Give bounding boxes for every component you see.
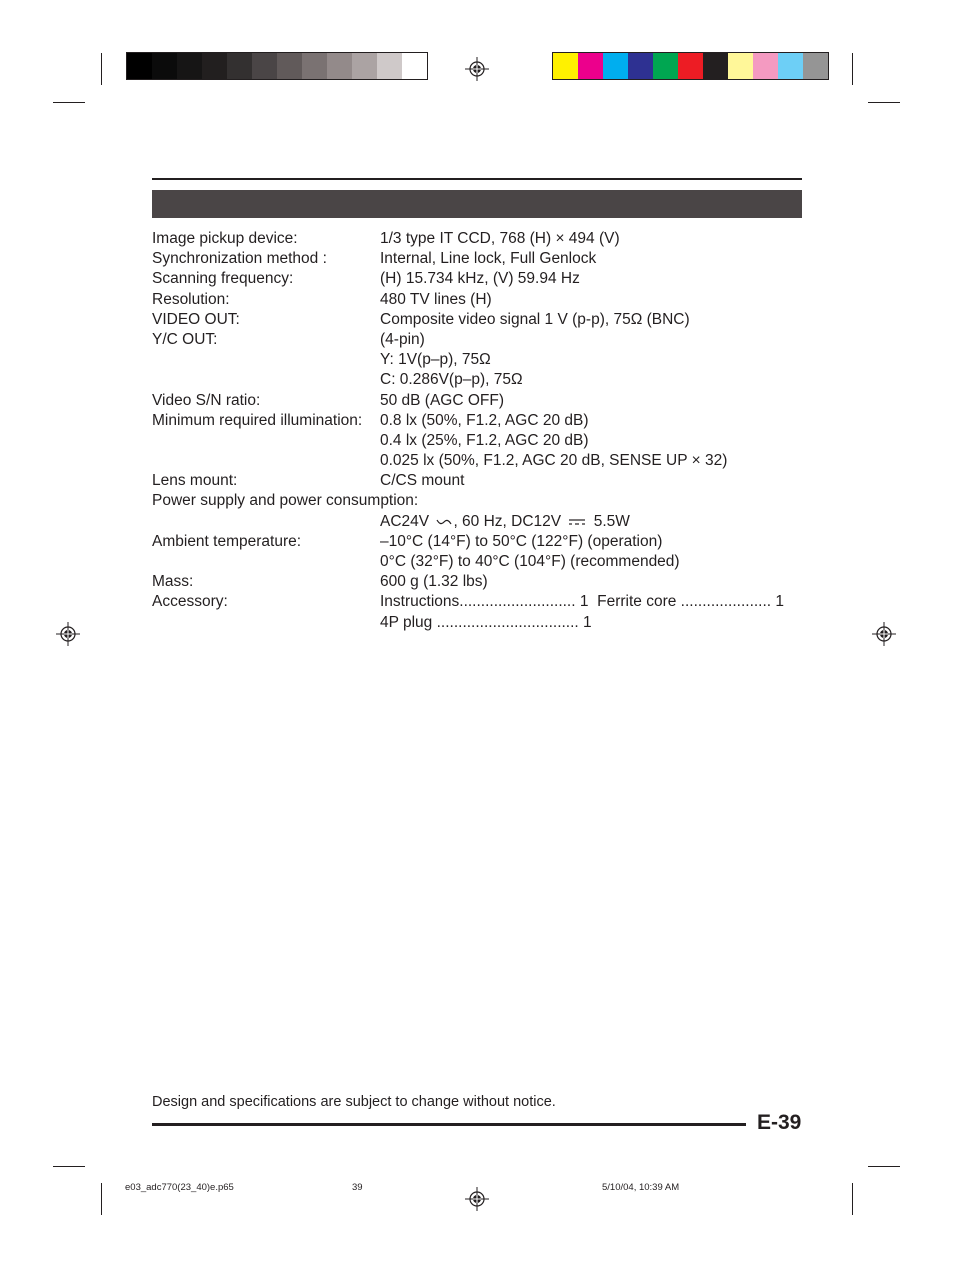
spec-row	[152, 290, 812, 310]
accessory-item: Ferrite core ..................... 1	[597, 593, 785, 611]
spec-label: Accessory:	[152, 593, 228, 611]
spec-row	[152, 411, 812, 431]
spec-value: C/CS mount	[380, 472, 465, 490]
spec-row-accessory	[152, 592, 812, 612]
color-swatch	[127, 53, 152, 79]
color-swatch	[603, 53, 628, 79]
spec-value: 0.8 lx (50%, F1.2, AGC 20 dB)	[380, 411, 589, 429]
spec-row-power-value	[152, 512, 812, 532]
spec-value: 1/3 type IT CCD, 768 (H) × 494 (V)	[380, 230, 620, 247]
spec-label: Mass:	[152, 573, 194, 591]
spec-label	[152, 350, 380, 370]
spec-value: AC24V , 60 Hz, DC12V 5.5W	[380, 512, 630, 530]
spec-label	[152, 552, 380, 572]
slug-page: 39	[352, 1182, 363, 1193]
spec-row	[152, 532, 812, 552]
crop-mark	[868, 102, 900, 103]
spec-value: (H) 15.734 kHz, (V) 59.94 Hz	[380, 270, 580, 288]
spec-value: 480 TV lines (H)	[380, 290, 492, 308]
color-swatch	[302, 53, 327, 79]
color-swatch	[227, 53, 252, 79]
spec-label	[152, 431, 380, 451]
crop-mark	[101, 1183, 102, 1215]
spec-label: Resolution:	[152, 290, 230, 308]
color-swatch	[252, 53, 277, 79]
spec-value: 0°C (32°F) to 40°C (104°F) (recommended)	[380, 553, 680, 570]
spec-row	[152, 310, 812, 330]
registration-mark-icon	[465, 57, 489, 81]
spec-row-power-label	[152, 491, 812, 511]
page-number: E-39	[757, 1111, 802, 1134]
spec-row	[152, 249, 812, 269]
slug-filename: e03_adc770(23_40)e.p65	[125, 1182, 234, 1193]
spec-value: C: 0.286V(p–p), 75Ω	[380, 371, 523, 389]
color-swatch	[803, 53, 828, 79]
crop-mark	[868, 1166, 900, 1167]
process-color-bar	[552, 52, 829, 80]
spec-row	[152, 350, 812, 370]
spec-label: Video S/N ratio:	[152, 391, 261, 409]
spec-value: (4-pin)	[380, 330, 425, 348]
spec-label: Image pickup device:	[152, 230, 298, 247]
spec-row	[152, 269, 812, 289]
spec-value: 600 g (1.32 lbs)	[380, 573, 488, 591]
color-swatch	[402, 53, 427, 79]
spec-row	[152, 391, 812, 411]
color-swatch	[553, 53, 578, 79]
header-rule	[152, 178, 802, 180]
ac-symbol-icon	[435, 517, 453, 527]
color-swatch	[778, 53, 803, 79]
spec-row	[152, 431, 812, 451]
spec-row	[152, 229, 812, 249]
section-title-bar	[152, 190, 802, 218]
registration-mark-icon	[56, 622, 80, 646]
color-swatch	[728, 53, 753, 79]
accessory-item: Instructions........................... 1	[380, 593, 589, 611]
spec-label: Ambient temperature:	[152, 532, 302, 550]
color-swatch	[678, 53, 703, 79]
spec-label: Minimum required illumination:	[152, 411, 363, 429]
color-swatch	[703, 53, 728, 79]
spec-row	[152, 552, 812, 572]
color-swatch	[202, 53, 227, 79]
accessory-item: 4P plug ................................. 1	[380, 613, 592, 631]
spec-row	[152, 370, 812, 390]
registration-mark-icon	[465, 1187, 489, 1211]
spec-value: –10°C (14°F) to 50°C (122°F) (operation)	[380, 532, 663, 550]
crop-mark	[852, 53, 853, 85]
color-swatch	[352, 53, 377, 79]
specifications-notice: Design and specifications are subject to change without notice.	[152, 1094, 556, 1110]
specifications-list	[152, 229, 812, 633]
color-swatch	[578, 53, 603, 79]
registration-mark-icon	[872, 622, 896, 646]
slug-date: 5/10/04, 10:39 AM	[602, 1182, 680, 1193]
spec-label	[152, 370, 380, 390]
footer-rule	[152, 1123, 746, 1126]
color-swatch	[377, 53, 402, 79]
spec-label: Y/C OUT:	[152, 330, 218, 348]
color-swatch	[177, 53, 202, 79]
spec-label: VIDEO OUT:	[152, 310, 240, 328]
spec-row	[152, 572, 812, 592]
crop-mark	[53, 102, 85, 103]
spec-label: Power supply and power consumption:	[152, 492, 419, 510]
spec-label	[152, 451, 380, 471]
grayscale-color-bar	[126, 52, 428, 80]
color-swatch	[327, 53, 352, 79]
spec-label: Scanning frequency:	[152, 270, 294, 288]
crop-mark	[53, 1166, 85, 1167]
crop-mark	[101, 53, 102, 85]
spec-row	[152, 451, 812, 471]
spec-value: Y: 1V(p–p), 75Ω	[380, 351, 491, 369]
spec-label: Synchronization method :	[152, 250, 327, 268]
spec-label: Lens mount:	[152, 472, 238, 490]
spec-value: 0.025 lx (50%, F1.2, AGC 20 dB, SENSE UP × 32)	[380, 452, 728, 470]
spec-row-accessory-2	[152, 613, 812, 633]
color-swatch	[628, 53, 653, 79]
spec-value: 0.4 lx (25%, F1.2, AGC 20 dB)	[380, 431, 589, 449]
spec-value: 50 dB (AGC OFF)	[380, 391, 505, 409]
color-swatch	[653, 53, 678, 79]
color-swatch	[277, 53, 302, 79]
dc-symbol-icon	[568, 517, 586, 527]
spec-row	[152, 330, 812, 350]
spec-row	[152, 471, 812, 491]
spec-value: Internal, Line lock, Full Genlock	[380, 250, 597, 268]
spec-value: Composite video signal 1 V (p-p), 75Ω (BNC)	[380, 310, 690, 328]
color-swatch	[152, 53, 177, 79]
crop-mark	[852, 1183, 853, 1215]
color-swatch	[753, 53, 778, 79]
